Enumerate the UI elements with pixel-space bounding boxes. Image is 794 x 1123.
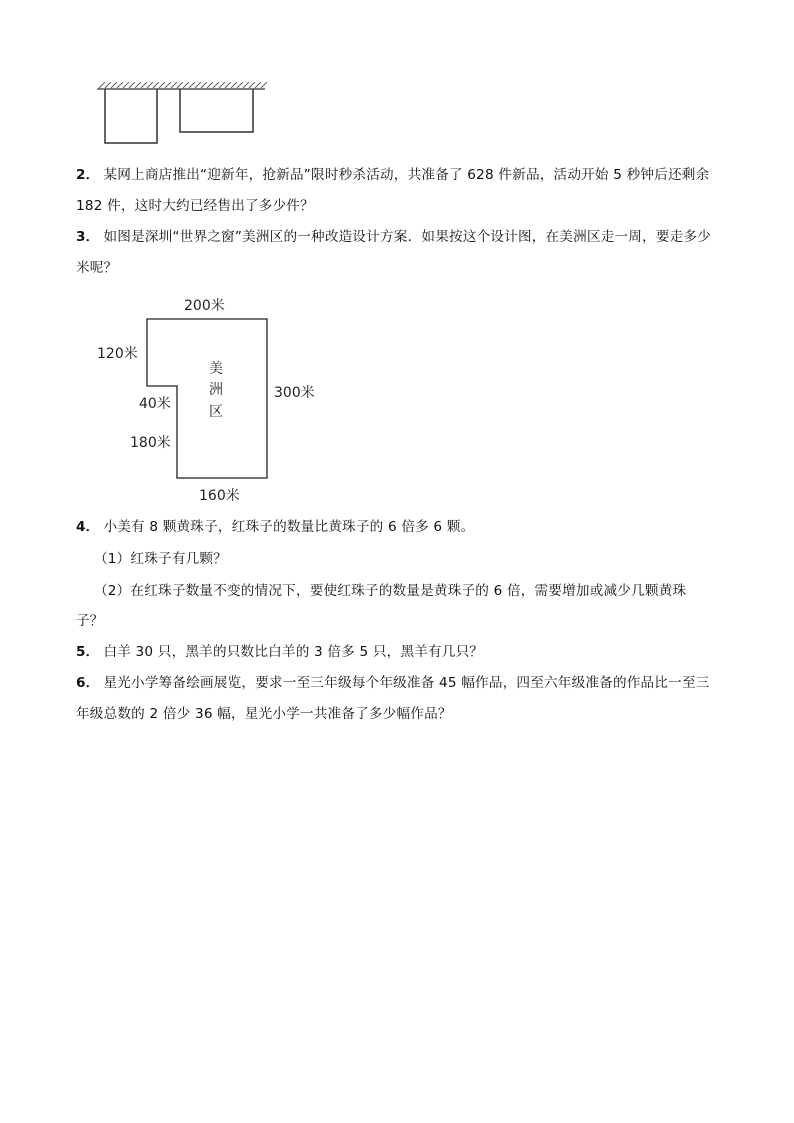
question-4-sub1: （1）红珠子有几颗？ <box>94 551 227 567</box>
question-2 <box>76 160 736 222</box>
america-zone-map <box>90 290 340 510</box>
question-text: 如图是深圳“世界之窗”美洲区的一种改造设计方案．如果按这个设计图，在美洲区走一周，要走多少 <box>103 229 712 245</box>
question-text-cont: 182 件，这时大约已经售出了多少件？ <box>76 198 314 214</box>
question-text: 某网上商店推出“迎新年，抢新品”限时秒杀活动，共准备了 628 件新品，活动开始 5 秒钟后还剩余 <box>103 167 710 183</box>
label-left-top: 120米 <box>97 346 138 362</box>
question-4 <box>76 512 736 543</box>
label-notch: 40米 <box>139 396 171 412</box>
question-text: 小美有 8 颗黄珠子，红珠子的数量比黄珠子的 6 倍多 6 颗。 <box>103 519 475 535</box>
question-6 <box>76 668 736 730</box>
question-text-cont: 年级总数的 2 倍少 36 幅，星光小学一共准备了多少幅作品？ <box>76 706 452 722</box>
question-number: 3． <box>76 229 100 245</box>
question-text: 星光小学筹备绘画展览，要求一至三年级每个年级准备 45 幅作品，四至六年级准备的作品比一至三 <box>103 675 710 691</box>
region-name-1: 美 <box>209 361 223 377</box>
question-number: 4． <box>76 519 100 535</box>
question-4-sub2-cont: 子？ <box>76 613 104 629</box>
label-left-bottom: 180米 <box>130 435 171 451</box>
hanging-boxes-figure <box>95 82 270 144</box>
question-text-cont: 米呢？ <box>76 260 118 276</box>
question-3 <box>76 222 736 284</box>
question-number: 2． <box>76 167 100 183</box>
question-number: 5． <box>76 644 100 660</box>
question-number: 6． <box>76 675 100 691</box>
question-5 <box>76 637 736 668</box>
label-top: 200米 <box>184 298 225 314</box>
label-right: 300米 <box>274 385 315 401</box>
question-4-sub2: （2）在红珠子数量不变的情况下，要使红珠子的数量是黄珠子的 6 倍，需要增加或减少几颗黄珠 <box>94 583 687 599</box>
region-name-3: 区 <box>209 404 223 420</box>
region-name-2: 洲 <box>209 382 223 398</box>
question-text: 白羊 30 只，黑羊的只数比白羊的 3 倍多 5 只，黑羊有几只？ <box>103 644 484 660</box>
label-bottom: 160米 <box>199 488 240 504</box>
